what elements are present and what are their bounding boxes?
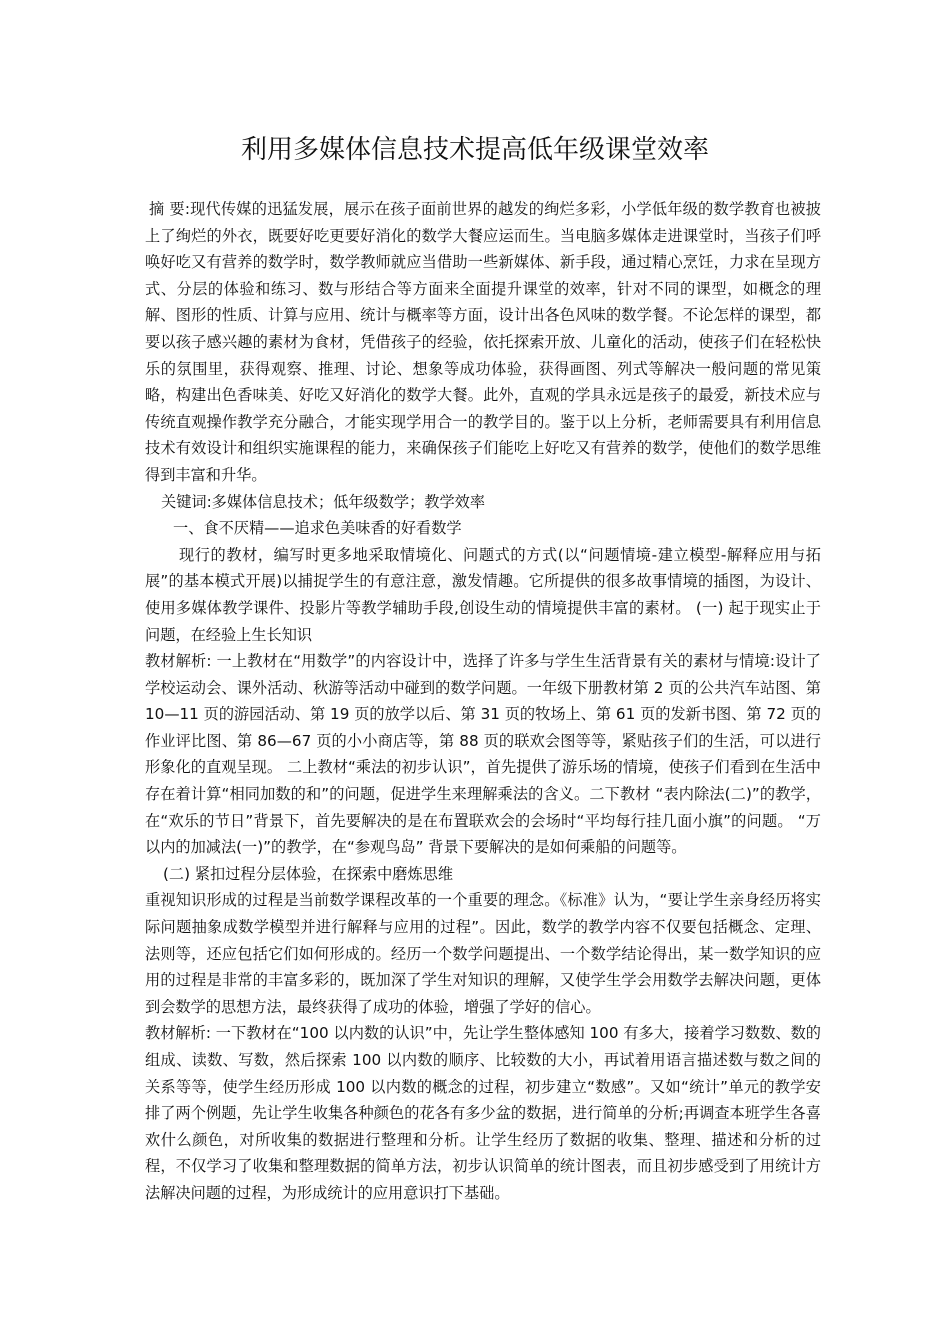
body-paragraph-1: 现行的教材，编写时更多地采取情境化、问题式的方式(以“问题情境-建立模型-解释应用与拓展”的基本模式开展)以捕捉学生的有意注意，激发情趣。它所提供的很多故事情境的插图，为设计、使用多媒体教学课件、投影片等教学辅助手段,创设生动的情境提供丰富的素材。 (一) 起于现实止于问题，在经验上生长知识 [145, 545, 821, 644]
document-body [145, 196, 821, 1207]
section-heading-2: (二) 紧扣过程分层体验，在探索中磨炼思维 [163, 864, 454, 883]
body-paragraph-4: 教材解析: 一下教材在“100 以内数的认识”中，先让学生整体感知 100 有多大，接着学习数数、数的组成、读数、写数，然后探索 100 以内数的顺序、比较数的大小，再试着用语言描述数与数之间的关系等等，使学生经历形成 100 以内数的概念的过程，初步建立“数感”。又如“统计”单元的教学安排了两个例题，先让学生收集各种颜色的花各有多少盆的数据，进行简单的分析;再调查本班学生各喜欢什么颜色，对所收集的数据进行整理和分析。让学生经历了数据的收集、整理、描述和分析的过程，不仅学习了收集和整理数据的简单方法，初步认识简单的统计图表，而且初步感受到了用统计方法解决问题的过程，为形成统计的应用意识打下基础。 [145, 1024, 821, 1202]
keywords-line: 关键词:多媒体信息技术；低年级数学；教学效率 [161, 492, 486, 511]
abstract-paragraph: 摘 要:现代传媒的迅猛发展，展示在孩子面前世界的越发的绚烂多彩，小学低年级的数学教育也被披上了绚烂的外衣，既要好吃更要好消化的数学大餐应运而生。当电脑多媒体走进课堂时，当孩子们呼唤好吃又有营养的数学时，数学教师就应当借助一些新媒体、新手段，通过精心烹饪，力求在呈现方式、分层的体验和练习、数与形结合等方面来全面提升课堂的效率，针对不同的课型，如概念的理解、图形的性质、计算与应用、统计与概率等方面，设计出各色风味的数学餐。不论怎样的课型，都要以孩子感兴趣的素材为食材，凭借孩子的经验，依托探索开放、儿童化的活动，使孩子们在轻松快乐的氛围里，获得观察、推理、讨论、想象等成功体验，获得画图、列式等解决一般问题的常见策略，构建出色香味美、好吃又好消化的数学大餐。此外，直观的学具永远是孩子的最爱，新技术应与传统直观操作教学充分融合，才能实现学用合一的教学目的。鉴于以上分析，老师需要具有利用信息技术有效设计和组织实施课程的能力，来确保孩子们能吃上好吃又有营养的数学，使他们的数学思维得到丰富和升华。 [145, 200, 821, 484]
document-title: 利用多媒体信息技术提高低年级课堂效率 [240, 135, 709, 165]
body-paragraph-2: 教材解析: 一上教材在“用数学”的内容设计中，选择了许多与学生生活背景有关的素材与情境:设计了学校运动会、课外活动、秋游等活动中碰到的数学问题。一年级下册教材第 2 页的公共汽车站图、第 10—11 页的游园活动、第 19 页的放学以后、第 31 页的牧场上、第 61 页的发新书图、第 72 页的作业评比图、第 86—67 页的小小商店等，第 88 页的联欢会图等等，紧贴孩子们的生活，可以进行形象化的直观呈现。 二上教材“乘法的初步认识”，首先提供了游乐场的情境，使孩子们看到在生活中存在着计算“相同加数的和”的问题，促进学生来理解乘法的含义。二下教材 “表内除法(二)”的教学，在“欢乐的节日”背景下，首先要解决的是在布置联欢会的会场时“平均每行挂几面小旗”的问题。 “万以内的加减法(一)”的教学，在“参观鸟岛” 背景下要解决的是如何乘船的问题等。 [145, 652, 821, 857]
section-heading-1: 一、食不厌精——追求色美味香的好看数学 [173, 519, 462, 538]
body-paragraph-3: 重视知识形成的过程是当前数学课程改革的一个重要的理念。《标准》认为，“要让学生亲身经历将实际问题抽象成数学模型并进行解释与应用的过程”。因此，数学的教学内容不仅要包括概念、定理、法则等，还应包括它们如何形成的。经历一个数学问题提出、一个数学结论得出，某一数学知识的应用的过程是非常的丰富多彩的，既加深了学生对知识的理解，又使学生学会用数学去解决问题，更体到会数学的思想方法，最终获得了成功的体验，增强了学好的信心。 [145, 891, 821, 1016]
